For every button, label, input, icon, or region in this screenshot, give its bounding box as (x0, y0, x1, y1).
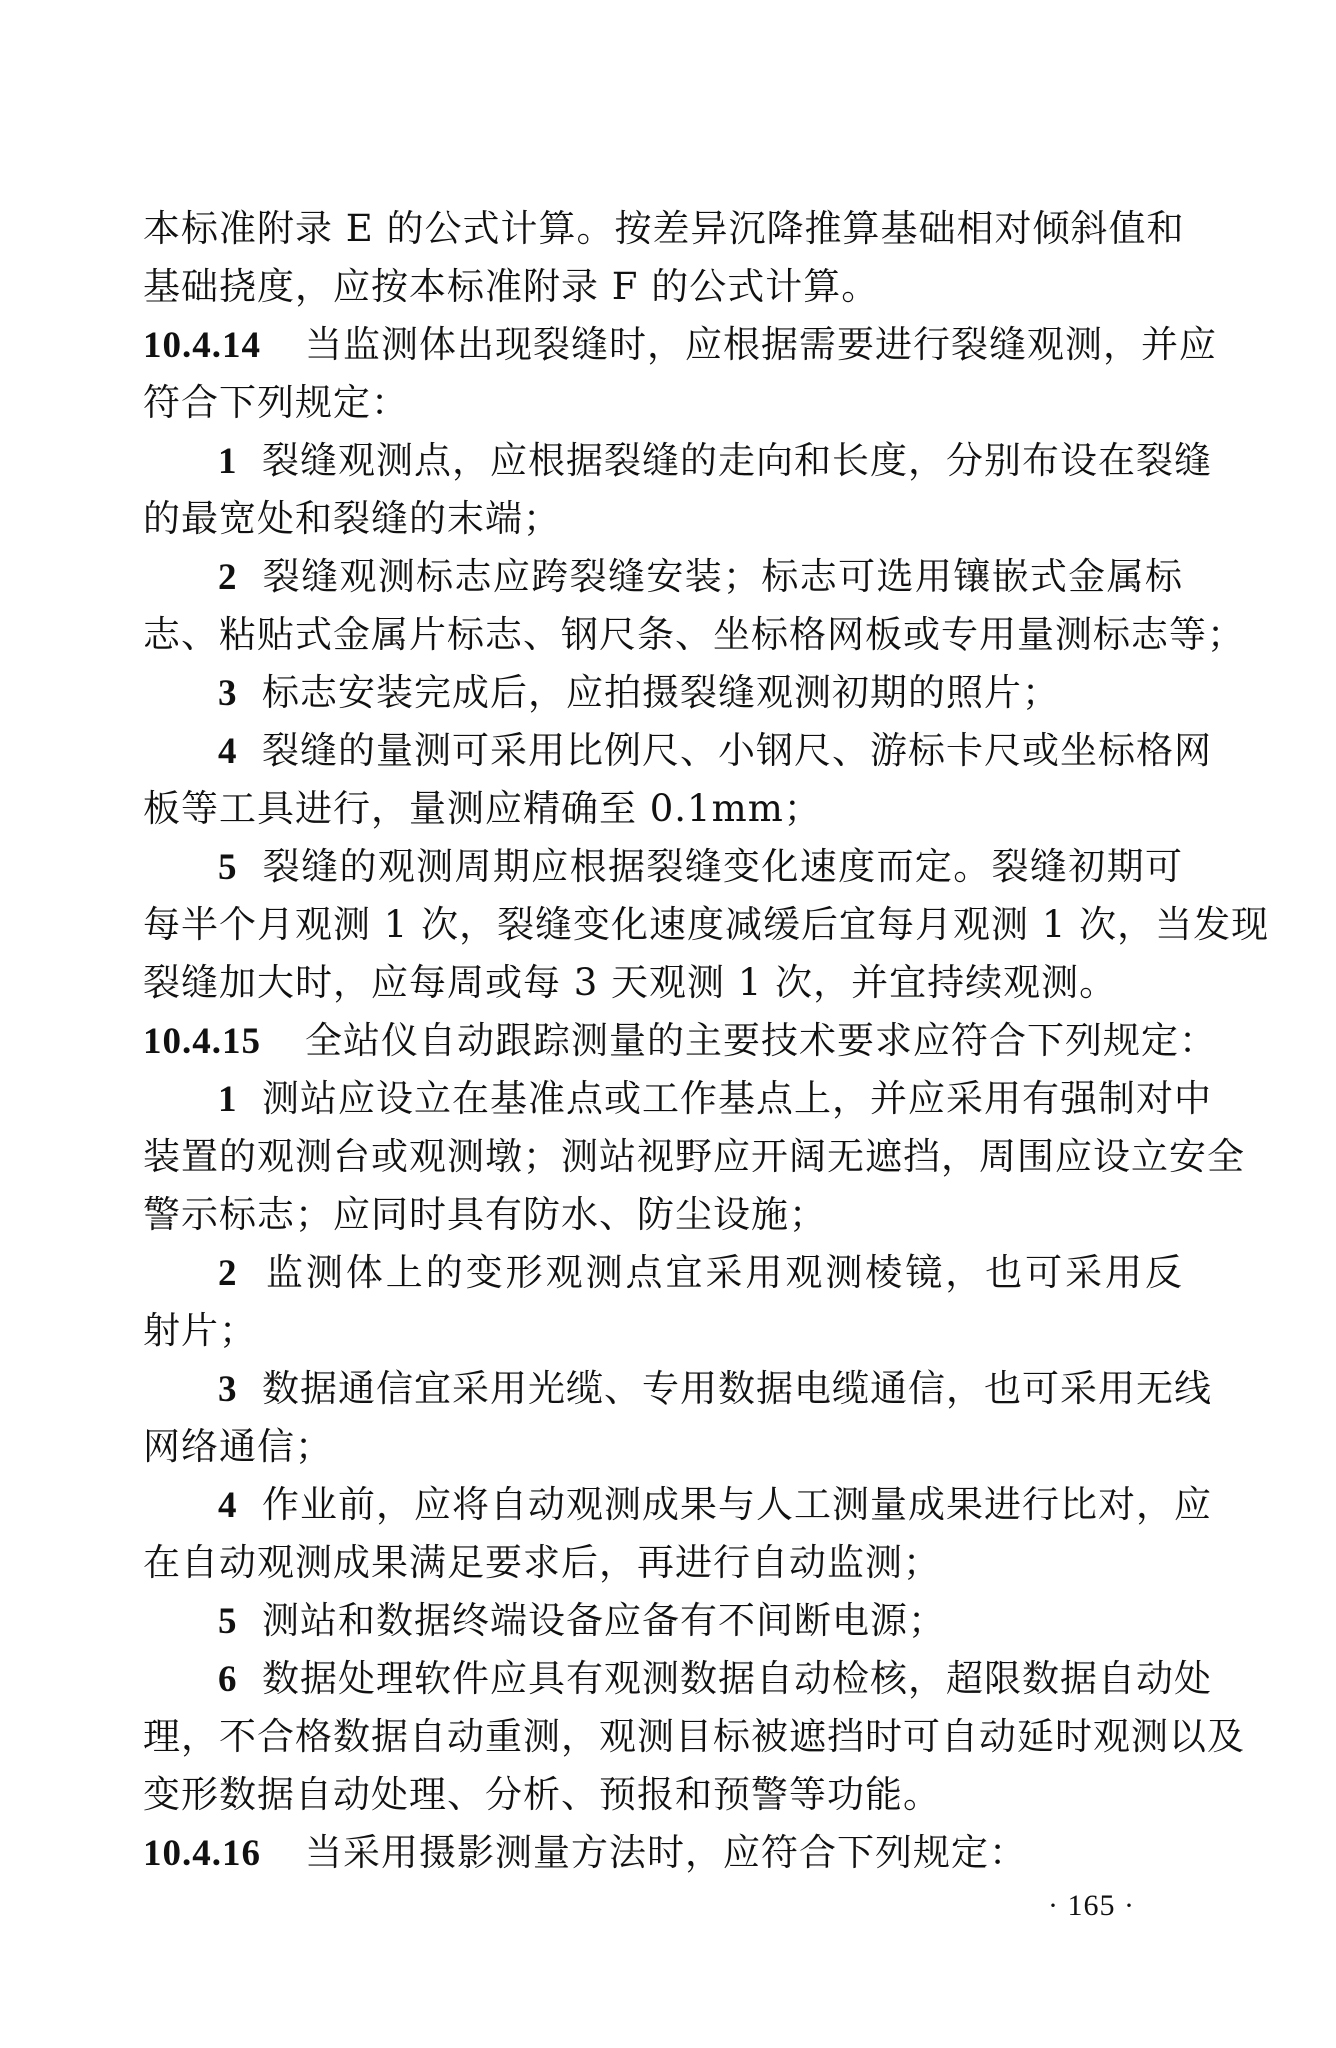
list-item (218, 1592, 1183, 1650)
line-text: 裂缝的观测周期应根据裂缝变化速度而定。裂缝初期可 (262, 845, 1183, 888)
line-text: 变形数据自动处理、分析、预报和预警等功能。 (143, 1773, 941, 1816)
line-text: 裂缝的量测可采用比例尺、小钢尺、游标卡尺或坐标格网 (262, 729, 1213, 772)
list-item (218, 722, 1213, 780)
clause-heading-10-4-14 (143, 316, 1217, 374)
clause-number: 10.4.14 (143, 325, 261, 366)
clause-number: 10.4.15 (143, 1021, 261, 1062)
line-text: 全站仪自动跟踪测量的主要技术要求应符合下列规定： (305, 1019, 1217, 1062)
body-line (143, 780, 1183, 838)
line-text: 裂缝观测标志应跨裂缝安装；标志可选用镶嵌式金属标 (262, 555, 1183, 598)
item-number: 3 (218, 673, 237, 714)
list-item (218, 1360, 1213, 1418)
body-line (143, 1766, 1183, 1824)
item-number: 3 (218, 1369, 237, 1410)
body-line (143, 200, 1183, 258)
body-line (143, 1302, 1183, 1360)
item-number: 5 (218, 847, 237, 888)
line-text: 数据处理软件应具有观测数据自动检核，超限数据自动处 (262, 1657, 1213, 1700)
line-text: 裂缝观测点，应根据裂缝的走向和长度，分别布设在裂缝 (262, 439, 1213, 482)
item-number: 4 (218, 731, 237, 772)
line-text: 符合下列规定： (143, 381, 409, 424)
line-text: 作业前，应将自动观测成果与人工测量成果进行比对，应 (262, 1483, 1213, 1526)
line-text: 板等工具进行，量测应精确至 0.1mm； (143, 787, 822, 830)
list-item (218, 1244, 1183, 1302)
line-text: 测站应设立在基准点或工作基点上，并应采用有强制对中 (262, 1077, 1213, 1120)
body-line (143, 896, 1270, 954)
line-text: 标志安装完成后，应拍摄裂缝观测初期的照片； (262, 671, 1061, 714)
list-item (218, 1650, 1213, 1708)
clause-heading-10-4-16 (143, 1824, 1183, 1882)
line-text: 每半个月观测 1 次，裂缝变化速度减缓后宜每月观测 1 次，当发现 (143, 903, 1270, 946)
item-number: 1 (218, 1079, 237, 1120)
page-number: · 165 · (1048, 1889, 1135, 1922)
line-text: 监测体上的变形观测点宜采用观测棱镜，也可采用反 (265, 1251, 1183, 1294)
body-line (143, 606, 1245, 664)
list-item (218, 664, 1183, 722)
line-text: 警示标志；应同时具有防水、防尘设施； (143, 1193, 827, 1236)
item-number: 5 (218, 1601, 237, 1642)
body-line (143, 1418, 1183, 1476)
list-item (218, 548, 1183, 606)
body-line (143, 490, 1183, 548)
item-number: 6 (218, 1659, 237, 1700)
body-line (143, 1534, 1183, 1592)
line-text: 志、粘贴式金属片标志、钢尺条、坐标格网板或专用量测标志等； (143, 613, 1245, 656)
line-text: 当采用摄影测量方法时，应符合下列规定： (305, 1831, 1027, 1874)
line-text: 射片； (143, 1309, 257, 1352)
body-line (143, 258, 1183, 316)
line-text: 在自动观测成果满足要求后，再进行自动监测； (143, 1541, 941, 1584)
item-number: 4 (218, 1485, 237, 1526)
list-item (218, 432, 1213, 490)
clause-number: 10.4.16 (143, 1833, 261, 1874)
item-number: 2 (218, 1253, 237, 1294)
list-item (218, 838, 1183, 896)
line-text: 测站和数据终端设备应备有不间断电源； (262, 1599, 947, 1642)
list-item (218, 1476, 1213, 1534)
line-text: 网络通信； (143, 1425, 333, 1468)
clause-heading-10-4-15 (143, 1012, 1217, 1070)
body-line (143, 1708, 1245, 1766)
body-line (143, 954, 1183, 1012)
body-line (143, 374, 1183, 432)
line-text: 基础挠度，应按本标准附录 F 的公式计算。 (143, 265, 880, 308)
line-text: 理，不合格数据自动重测，观测目标被遮挡时可自动延时观测以及 (143, 1715, 1245, 1758)
body-line (143, 1128, 1245, 1186)
line-text: 当监测体出现裂缝时，应根据需要进行裂缝观测，并应 (305, 323, 1217, 366)
line-text: 裂缝加大时，应每周或每 3 天观测 1 次，并宜持续观测。 (143, 961, 1118, 1004)
item-number: 2 (218, 557, 237, 598)
body-line (143, 1186, 1183, 1244)
line-text: 本标准附录 E 的公式计算。按差异沉降推算基础相对倾斜值和 (143, 207, 1185, 250)
line-text: 的最宽处和裂缝的末端； (143, 497, 561, 540)
line-text: 装置的观测台或观测墩；测站视野应开阔无遮挡，周围应设立安全 (143, 1135, 1245, 1178)
line-text: 数据通信宜采用光缆、专用数据电缆通信，也可采用无线 (262, 1367, 1213, 1410)
list-item (218, 1070, 1213, 1128)
item-number: 1 (218, 441, 237, 482)
